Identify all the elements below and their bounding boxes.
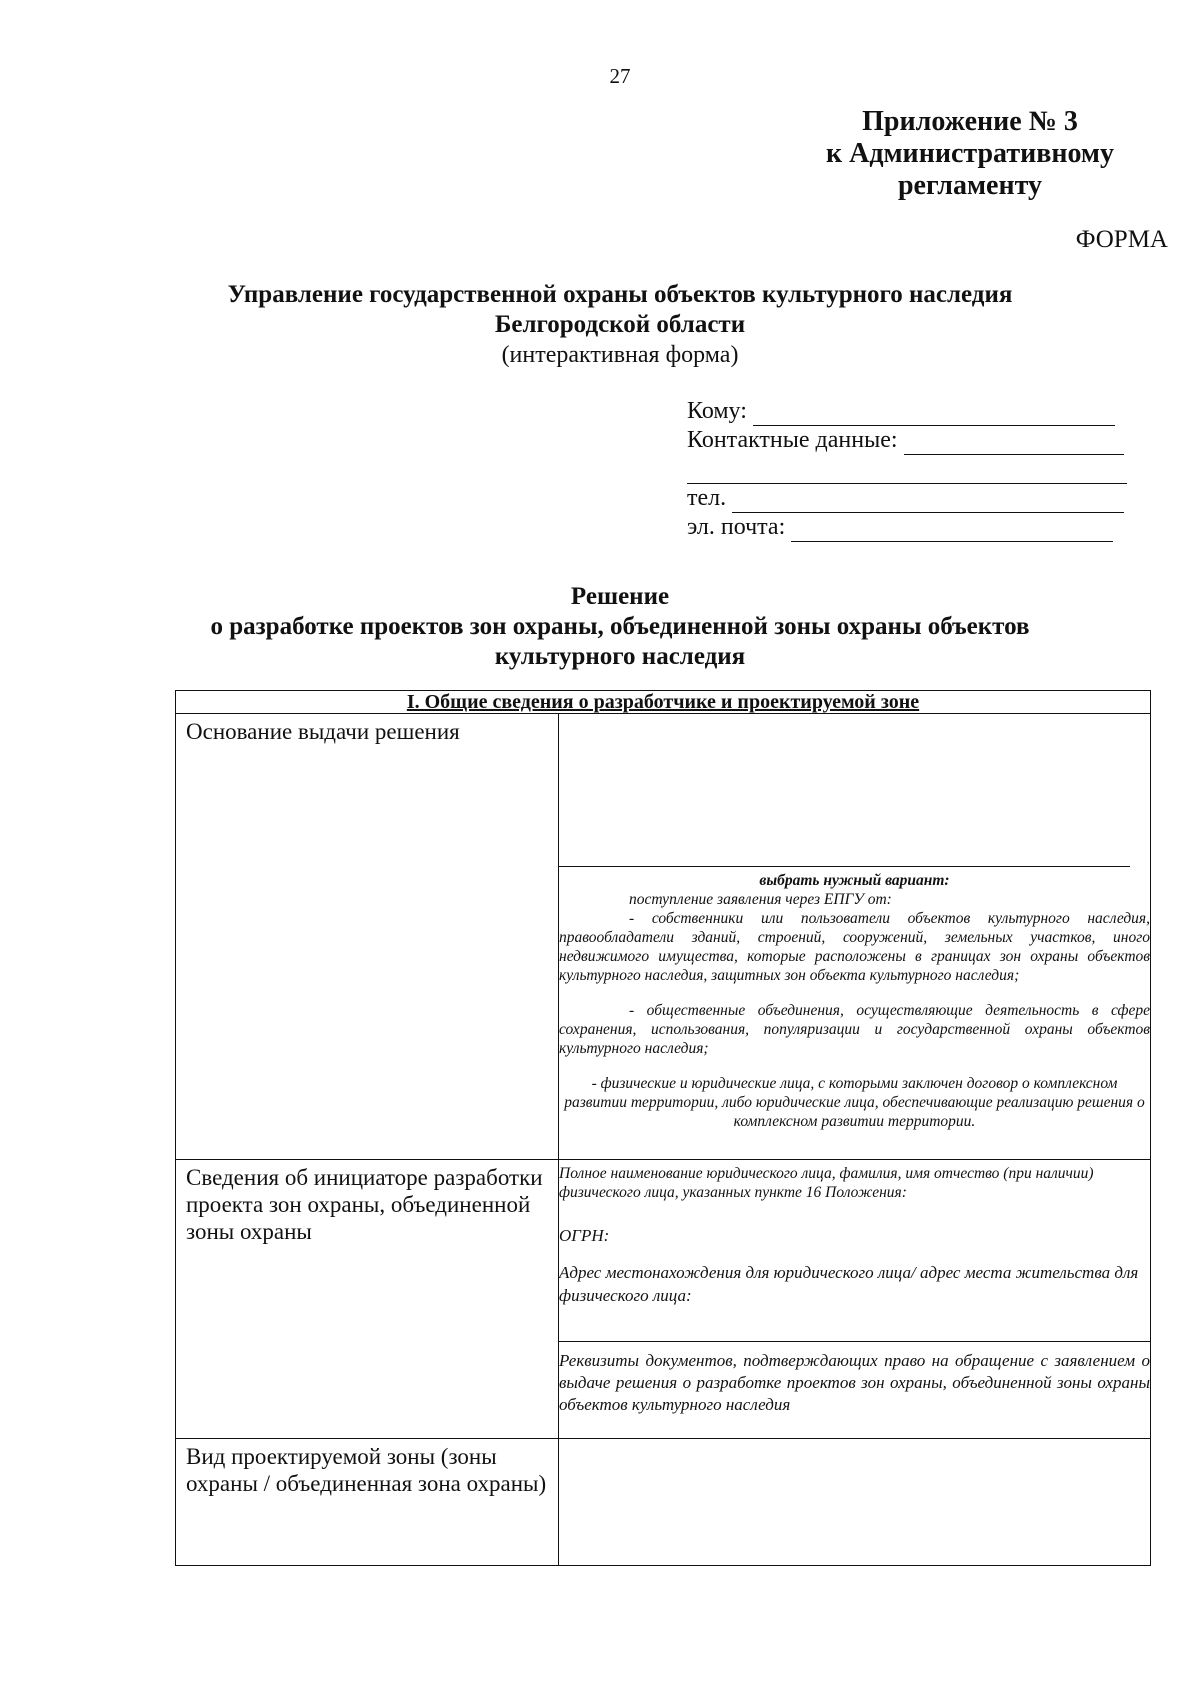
to-field[interactable] <box>753 403 1115 426</box>
initiator-name-field[interactable]: Полное наименование юридического лица, фамилия, имя отчество (при наличии) физического лица, указанных пункте 16 Положения: <box>559 1165 1094 1201</box>
decision-subtitle-1: о разработке проектов зон охраны, объединенной зоны охраны объектов <box>210 613 1030 640</box>
basis-option-territory-development[interactable]: - физические и юридические лица, с которыми заключен договор о комплексном развитии территории, либо юридические лица, обеспечивающие реализацию решения о комплексном развитии территории. <box>564 1075 1145 1130</box>
page-number: 27 <box>609 64 631 88</box>
contacts-field-2[interactable] <box>687 461 1127 484</box>
section-header-row <box>176 691 1151 714</box>
contacts-label: Контактные данные: <box>687 427 898 453</box>
table-row <box>176 714 1151 1160</box>
table-row <box>176 1439 1151 1566</box>
contacts-row <box>687 426 1137 455</box>
initiator-ogrn-field[interactable]: ОГРН: <box>559 1226 610 1245</box>
section-header: I. Общие сведения о разработчике и проектируемой зоне <box>176 691 1151 714</box>
decision-title: Решение <box>570 583 670 610</box>
appendix-line-3: регламенту <box>897 170 1043 201</box>
contacts-field[interactable] <box>904 432 1124 455</box>
to-row <box>687 397 1137 426</box>
basis-option-owners[interactable]: - собственники или пользователи объектов культурного наследия, правообладатели зданий, строений, сооружений, земельных участков, иного недвижимого имущества, которые расположены в границах зон охраны объектов культурного наследия, защитных зон объекта культурного наследия; <box>559 910 1150 984</box>
email-field[interactable] <box>791 519 1113 542</box>
form-label: ФОРМА <box>1075 226 1168 253</box>
initiator-label: Сведения об инициаторе разработки проекта зон охраны, объединенной зоны охраны <box>186 1165 543 1244</box>
authority-line-1: Управление государственной охраны объектов культурного наследия <box>227 281 1013 308</box>
basis-value-cell <box>559 714 1151 1160</box>
label-cell <box>176 1439 559 1566</box>
table-row <box>176 1160 1151 1439</box>
email-row <box>687 513 1137 542</box>
addressee-block <box>687 397 1137 542</box>
basis-option-public-associations[interactable]: - общественные объединения, осуществляющие деятельность в сфере сохранения, использования, популяризации и государственной охраны объектов культурного наследия; <box>559 1002 1150 1057</box>
authority-heading <box>140 280 1100 370</box>
authority-note: (интерактивная форма) <box>501 342 739 368</box>
initiator-address-line[interactable] <box>559 1307 1150 1342</box>
basis-label: Основание выдачи решения <box>186 719 460 744</box>
initiator-address-field[interactable]: Адрес местонахождения для юридического лица/ адрес места жительства для физического лица: <box>559 1263 1139 1305</box>
decision-form-table <box>175 690 1151 1566</box>
to-label: Кому: <box>687 398 747 424</box>
basis-hint-title: выбрать нужный вариант: <box>759 872 950 889</box>
phone-row <box>687 484 1137 513</box>
appendix-line-1: Приложение № 3 <box>862 106 1078 137</box>
basis-hint-intro: поступление заявления через ЕПГУ от: <box>629 891 892 908</box>
appendix-line-2: к Административному <box>825 138 1115 169</box>
zone-type-label: Вид проектируемой зоны (зоны охраны / объединенная зона охраны) <box>186 1444 547 1496</box>
initiator-value-cell <box>559 1160 1151 1439</box>
phone-field[interactable] <box>732 490 1124 513</box>
decision-title-block <box>140 582 1100 672</box>
phone-label: тел. <box>687 485 727 511</box>
initiator-documents-field[interactable]: Реквизиты документов, подтверждающих право на обращение с заявлением о выдаче решения о разработке проектов зон охраны, объединенной зоны охраны объектов культурного наследия <box>559 1351 1150 1414</box>
contacts-row-2 <box>687 455 1137 484</box>
basis-input-line[interactable] <box>559 714 1130 867</box>
decision-subtitle-2: культурного наследия <box>494 643 746 670</box>
authority-line-2: Белгородской области <box>494 311 746 338</box>
zone-type-value-cell[interactable] <box>559 1439 1151 1566</box>
appendix-heading <box>770 106 1170 202</box>
email-label: эл. почта: <box>687 514 786 540</box>
label-cell <box>176 714 559 1160</box>
label-cell <box>176 1160 559 1439</box>
